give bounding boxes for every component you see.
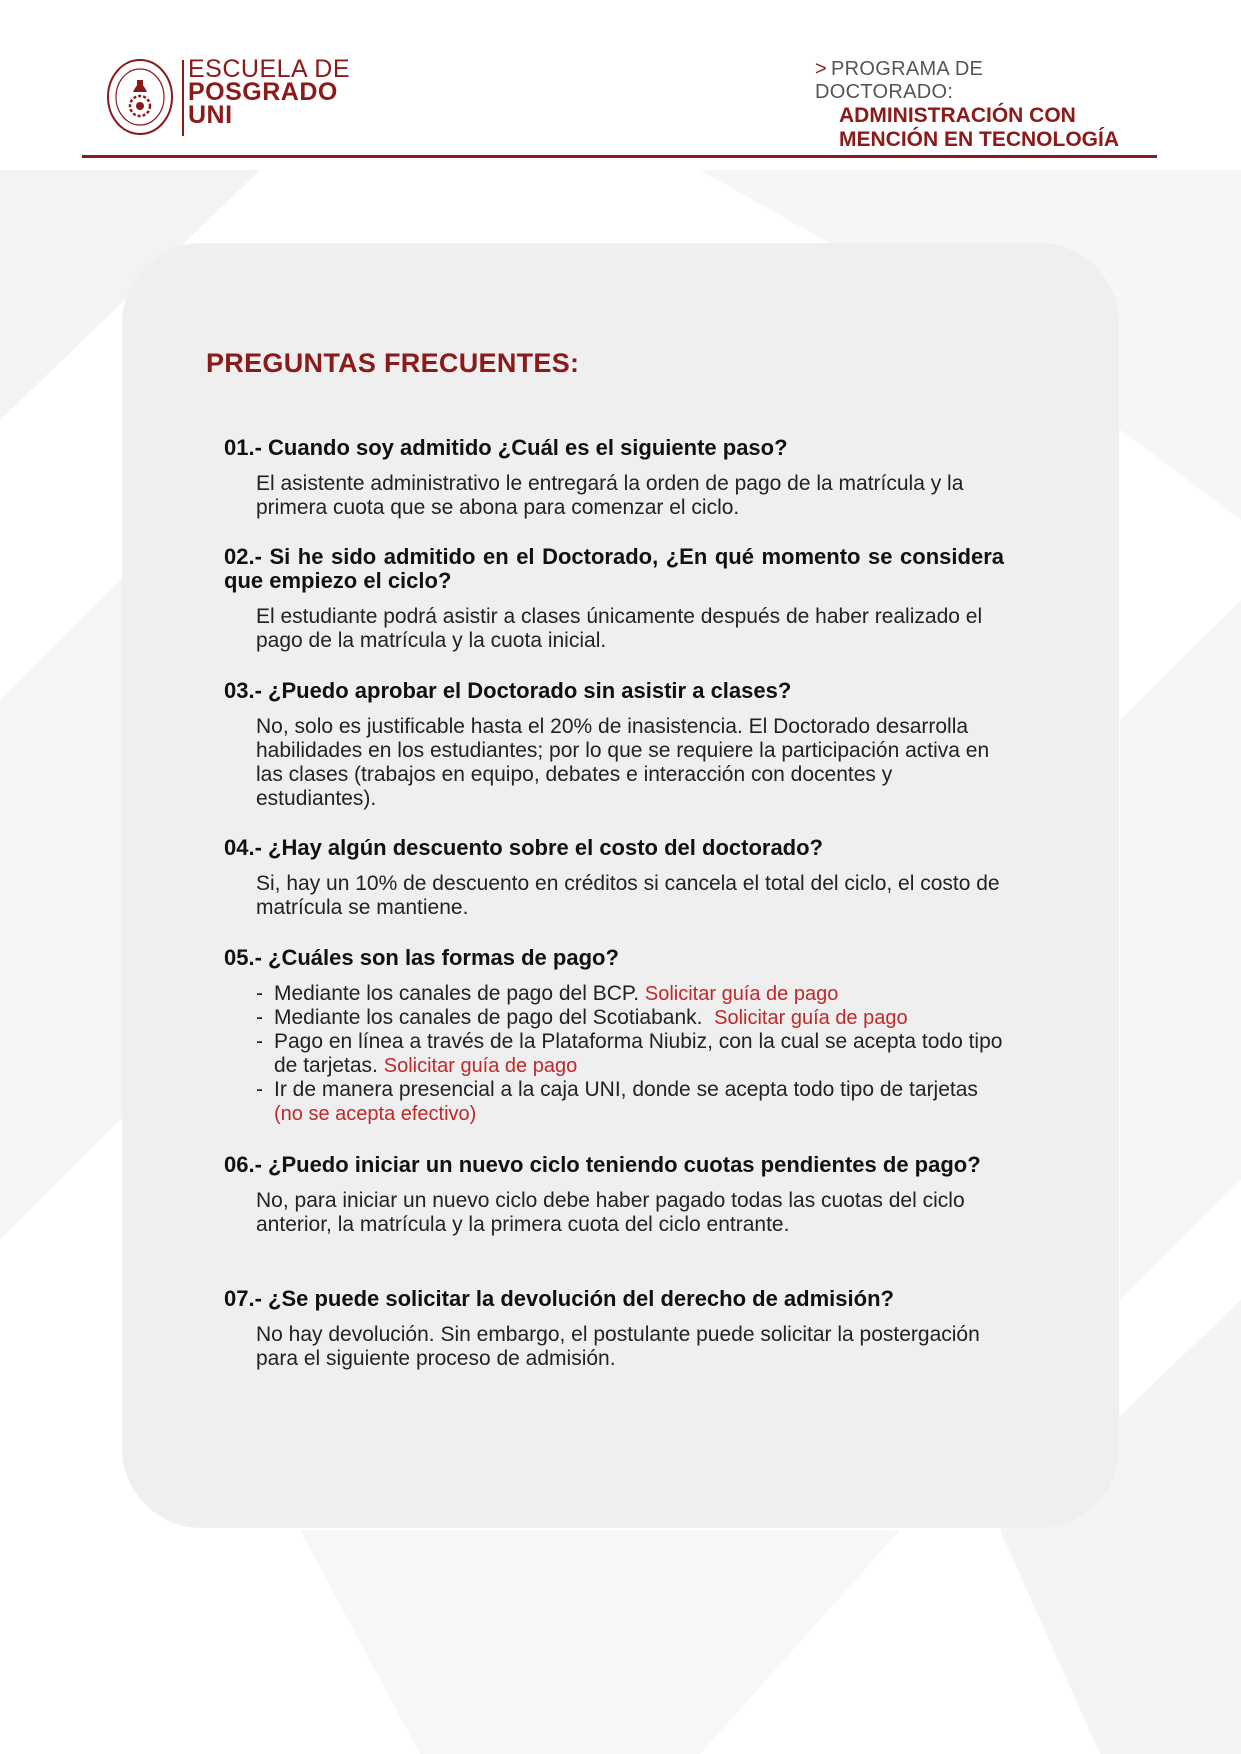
- logo-line-3: UNI: [188, 101, 233, 129]
- faq-answer: El asistente administrativo le entregará la orden de pago de la matrícula y la primera cuota que se abona para comenzar el ciclo.: [256, 472, 964, 519]
- faq-item-7: [224, 1287, 1004, 1371]
- faq-title: PREGUNTAS FRECUENTES:: [206, 348, 580, 378]
- arrow-icon: >: [815, 58, 827, 80]
- faq-question: 07.- ¿Se puede solicitar la devolución del derecho de admisión?: [224, 1286, 894, 1311]
- faq-answer: No, para iniciar un nuevo ciclo debe haber pagado todas las cuotas del ciclo anterior, la matrícula y la primera cuota del ciclo entrante.: [256, 1189, 965, 1236]
- faq-question: 01.- Cuando soy admitido ¿Cuál es el siguiente paso?: [224, 435, 788, 460]
- payment-note: (no se acepta efectivo): [274, 1103, 477, 1125]
- payment-guide-link[interactable]: Solicitar guía de pago: [383, 1055, 578, 1077]
- payment-option-text: Pago en línea a través de la Plataforma Niubiz, con la cual se acepta todo tipo de tarjetas.: [274, 1030, 1003, 1077]
- faq-answer: No hay devolución. Sin embargo, el postulante puede solicitar la postergación para el siguiente proceso de admisión.: [256, 1323, 980, 1370]
- school-logo-text: [188, 55, 351, 129]
- payment-guide-link[interactable]: Solicitar guía de pago: [644, 983, 839, 1005]
- payment-option: [256, 1006, 1004, 1030]
- faq-question: 02.- Si he sido admitido en el Doctorado, ¿En qué momento se considera que empiezo el ciclo?: [224, 544, 1004, 593]
- faq-item-5: [224, 946, 1004, 1126]
- page-header: [0, 0, 1241, 160]
- logo-line-1: ESCUELA DE: [188, 55, 351, 83]
- faq-item-3: [224, 679, 1004, 811]
- payment-option: [256, 982, 1004, 1006]
- faq-answer: El estudiante podrá asistir a clases únicamente después de haber realizado el pago de la matrícula y la cuota inicial.: [256, 605, 983, 652]
- faq-question: 05.- ¿Cuáles son las formas de pago?: [224, 945, 619, 970]
- faq-question: 06.- ¿Puedo iniciar un nuevo ciclo teniendo cuotas pendientes de pago?: [224, 1152, 981, 1177]
- payment-option: [256, 1078, 1004, 1126]
- faq-answer: Si, hay un 10% de descuento en créditos si cancela el total del ciclo, el costo de matrícula se mantiene.: [256, 872, 1000, 919]
- payment-options: [224, 982, 1004, 1126]
- payment-option-text: Mediante los canales de pago del BCP.: [274, 982, 640, 1005]
- faq-question: 04.- ¿Hay algún descuento sobre el costo del doctorado?: [224, 835, 823, 860]
- faq-answer: No, solo es justificable hasta el 20% de inasistencia. El Doctorado desarrolla habilidades en los estudiantes; por lo que se requiere la participación activa en las clases (trabajos en equipo, debates e interacción con docentes y estudiantes).: [256, 715, 990, 810]
- payment-guide-link[interactable]: Solicitar guía de pago: [714, 1007, 908, 1029]
- payment-option: [256, 1030, 1004, 1078]
- program-name: [815, 58, 1125, 152]
- logo-divider: [182, 60, 184, 136]
- faq-question: 03.- ¿Puedo aprobar el Doctorado sin asistir a clases?: [224, 678, 792, 703]
- logo-line-2: POSGRADO: [188, 78, 338, 106]
- program-title-line-2: MENCIÓN EN TECNOLOGÍA: [839, 128, 1120, 151]
- payment-option-text: Ir de manera presencial a la caja UNI, donde se acepta todo tipo de tarjetas: [274, 1078, 978, 1101]
- faq-item-4: [224, 836, 1004, 920]
- faq-item-2: [224, 545, 1004, 653]
- program-title-line-1: ADMINISTRACIÓN CON: [839, 104, 1076, 127]
- payment-option-text: Mediante los canales de pago del Scotiabank.: [274, 1006, 703, 1029]
- faq-item-6: [224, 1153, 1004, 1237]
- university-seal-icon: [106, 58, 174, 136]
- faq-item-1: [224, 436, 1004, 520]
- program-label: PROGRAMA DE DOCTORADO:: [815, 58, 984, 103]
- header-divider: [82, 155, 1157, 158]
